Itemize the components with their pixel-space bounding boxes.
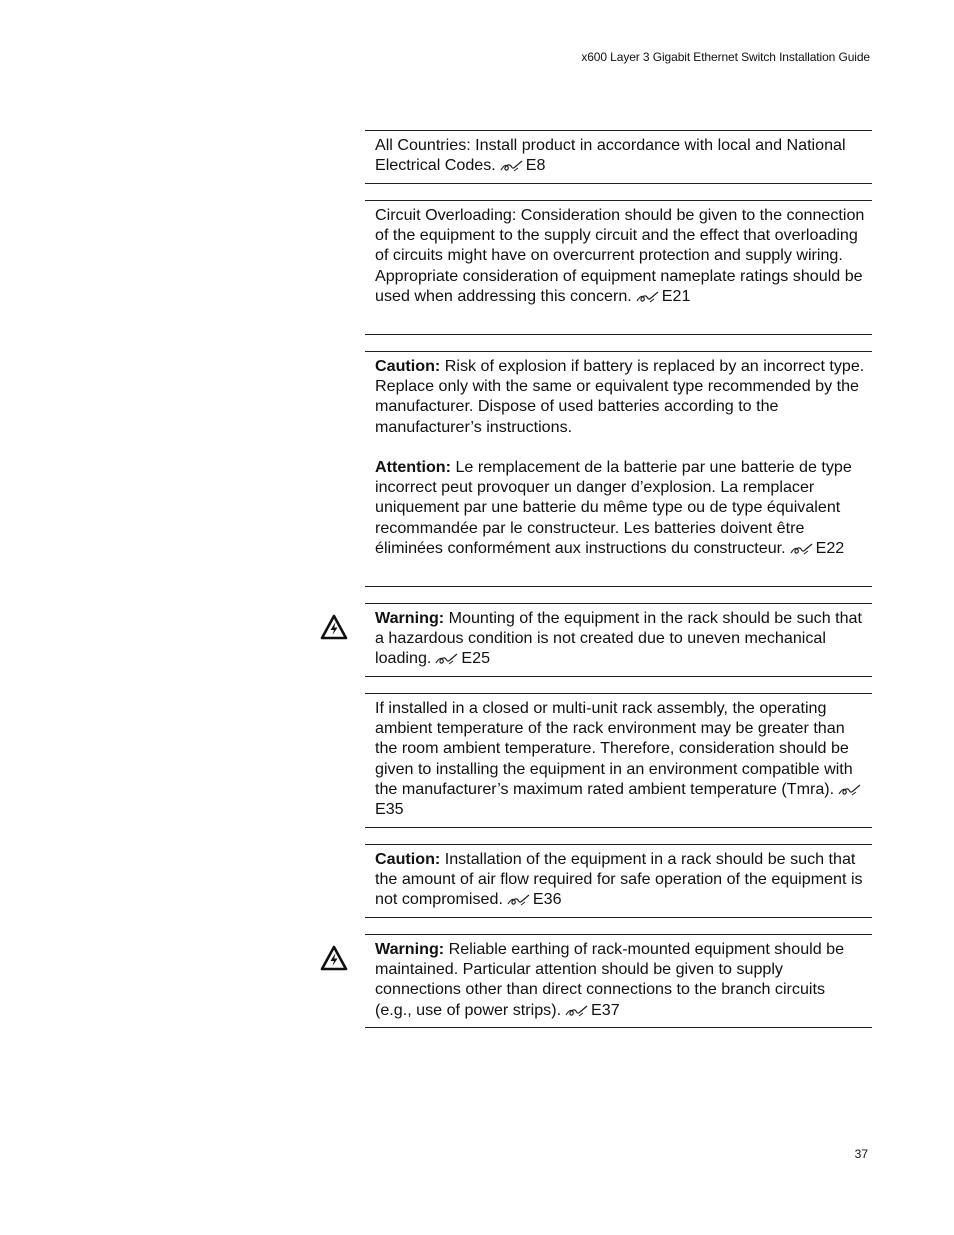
notice-text [375, 849, 865, 910]
notice-body: Circuit Overloading: Consideration should be given to the connection of the equipment to the supply circuit and the effect that overloading of circuits might have on overcurrent protection and supply wiring. Appropriate consideration of equipment nameplate ratings should be used when addressing this concern. [375, 206, 865, 305]
running-header: x600 Layer 3 Gigabit Ethernet Switch Installation Guide [581, 50, 870, 64]
attention-label: Attention: [375, 458, 451, 476]
notice-body: Reliable earthing of rack-mounted equipment should be maintained. Particular attention should be given to supply connections other than direct connections to the branch circuits (e.g., use of power strips). [375, 940, 845, 1019]
notice-text [375, 356, 865, 558]
notice-e35 [365, 693, 872, 828]
notice-text [375, 205, 865, 306]
notice-body: All Countries: Install product in accordance with local and National Electrical Codes. [375, 136, 846, 175]
notice-text [375, 698, 865, 819]
notice-text [375, 939, 865, 1020]
page-number: 37 [854, 1147, 868, 1161]
electrical-hazard-warning-icon [320, 614, 348, 640]
notice-e37 [365, 934, 872, 1028]
warning-label: Warning: [375, 609, 445, 627]
notice-body-french: Le remplacement de la batterie par une batterie de type incorrect peut provoquer un danger d’explosion. La remplacer uniquement par une batterie du même type ou de type équivalent recommandée par le constructeur. Les batteries doivent être éliminées conformément aux instructions du constructeur. [375, 458, 852, 557]
notice-code: E22 [815, 538, 845, 557]
notice-code: E21 [661, 286, 691, 305]
notice-code: E8 [525, 156, 546, 175]
notice-code: E25 [461, 649, 491, 668]
caution-label: Caution: [375, 850, 441, 868]
pen-signature-icon [435, 652, 459, 666]
notice-body: If installed in a closed or multi-unit rack assembly, the operating ambient temperature of the rack environment may be greater than the room ambient temperature. Therefore, consideration should be given to installing the equipment in an environment compatible with the manufacturer’s maximum rated ambient temperature (Tmra). [375, 699, 853, 798]
notice-code: E35 [375, 800, 404, 819]
notice-text [375, 608, 865, 669]
notice-e8 [365, 130, 872, 184]
notice-text [375, 135, 865, 175]
notice-e36 [365, 844, 872, 918]
notice-e21 [365, 200, 872, 335]
warning-label: Warning: [375, 940, 445, 958]
notice-code: E37 [591, 1000, 620, 1019]
electrical-hazard-warning-icon [320, 945, 348, 971]
notice-body: Risk of explosion if battery is replaced by an incorrect type. Replace only with the same or equivalent type recommended by the manufacturer. Dispose of used batteries according to the manufacturer’s instructions. [375, 357, 865, 436]
pen-signature-icon [500, 159, 524, 173]
pen-signature-icon [790, 542, 814, 556]
notice-e22 [365, 351, 872, 587]
pen-signature-icon [636, 290, 660, 304]
notice-e25 [365, 603, 872, 677]
pen-signature-icon [838, 783, 862, 797]
notice-code: E36 [532, 890, 562, 909]
notice-body: Installation of the equipment in a rack should be such that the amount of air flow required for safe operation of the equipment is not compromised. [375, 850, 863, 909]
caution-label: Caution: [375, 357, 441, 375]
pen-signature-icon [565, 1004, 589, 1018]
pen-signature-icon [507, 893, 531, 907]
notice-body: Mounting of the equipment in the rack should be such that a hazardous condition is not created due to uneven mechanical loading. [375, 609, 862, 668]
